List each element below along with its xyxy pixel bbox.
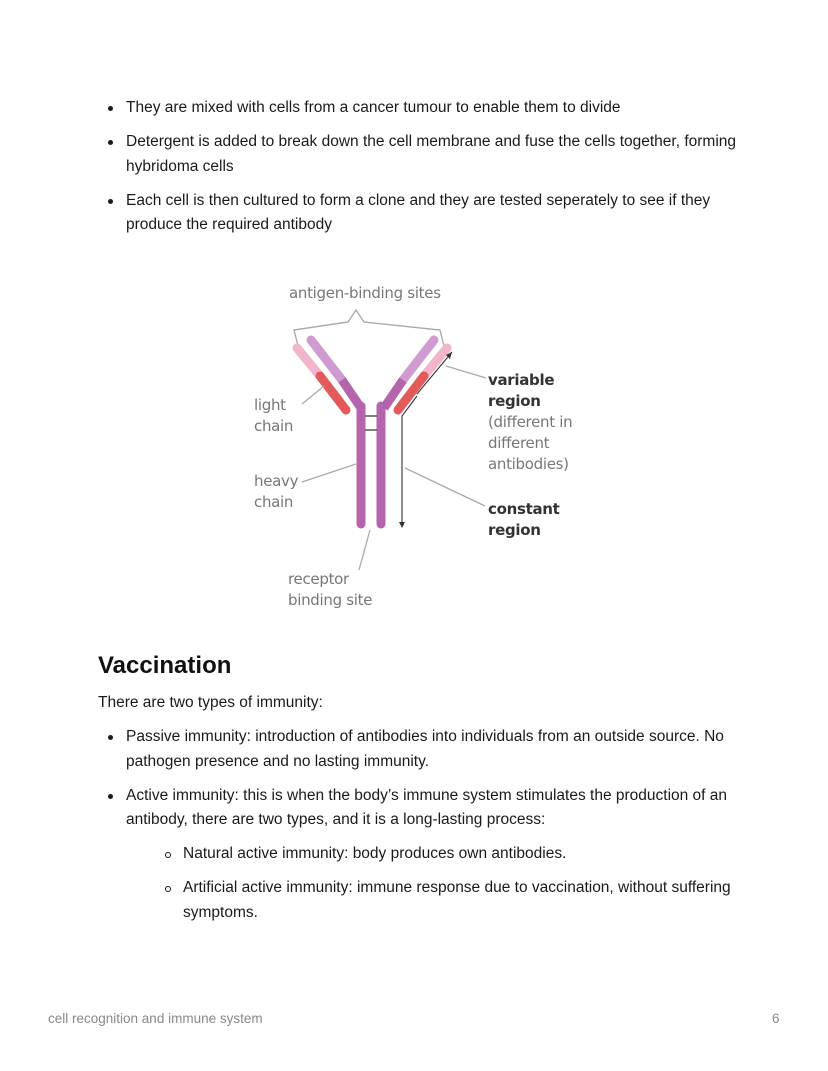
label-receptor-binding-site: binding site xyxy=(288,591,373,609)
label-constant-region: region xyxy=(488,521,541,539)
label-light-chain: light xyxy=(254,396,286,414)
label-light-chain: chain xyxy=(254,417,294,435)
list-item: Detergent is added to break down the cell membrane and fuse the cells together, forming hybridoma cells xyxy=(98,130,738,179)
label-variable-note: (different in xyxy=(488,413,573,431)
sub-list xyxy=(155,842,748,925)
antibody-diagram xyxy=(250,278,590,618)
sub-list-item: Artificial active immunity: immune response due to vaccination, without suffering symptoms. xyxy=(155,876,748,925)
list-item xyxy=(98,784,748,926)
label-heavy-chain: heavy xyxy=(254,472,299,490)
label-variable-note: antibodies) xyxy=(488,455,569,473)
section-heading: Vaccination xyxy=(98,652,232,679)
label-variable-note: different xyxy=(488,434,550,452)
list-item: Each cell is then cultured to form a clone and they are tested seperately to see if they produce the required antibody xyxy=(98,189,738,238)
list-item-text: Active immunity: this is when the body’s immune system stimulates the production of an antibody, there are two types, and it is a long-lasting process: xyxy=(126,786,728,828)
immunity-types-list xyxy=(98,725,748,935)
hybridoma-steps-list xyxy=(98,96,738,247)
list-item: Passive immunity: introduction of antibodies into individuals from an outside source. No pathogen presence and no lasting immunity. xyxy=(98,725,748,774)
label-antigen-binding-sites: antigen-binding sites xyxy=(289,284,441,302)
list-item: They are mixed with cells from a cancer tumour to enable them to divide xyxy=(98,96,738,121)
label-constant-region: constant xyxy=(488,500,560,518)
sub-list-item: Natural active immunity: body produces own antibodies. xyxy=(155,842,748,867)
page-number: 6 xyxy=(772,1011,780,1026)
label-heavy-chain: chain xyxy=(254,493,294,511)
label-variable-region: region xyxy=(488,392,541,410)
label-receptor-binding-site: receptor xyxy=(288,570,349,588)
label-variable-region: variable xyxy=(488,371,555,389)
footer-title: cell recognition and immune system xyxy=(48,1011,263,1026)
section-intro: There are two types of immunity: xyxy=(98,694,323,711)
